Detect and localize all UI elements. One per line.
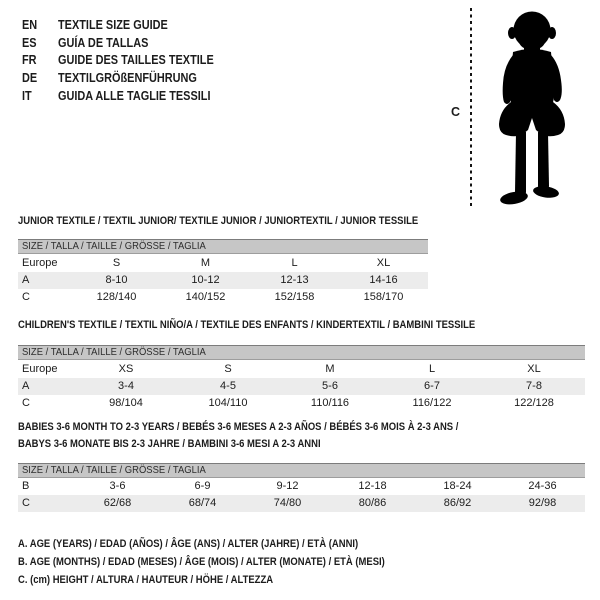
value-cell: 74/80 (273, 497, 302, 509)
language-code (22, 88, 58, 103)
value-cell: 98/104 (109, 397, 143, 409)
size-header-text: SIZE / TALLA / TAILLE / GRÖSSE / TAGLIA (22, 240, 206, 252)
value-cell: 8-10 (105, 274, 128, 286)
table-header-row (18, 361, 585, 378)
column-header-cell: M (325, 363, 335, 375)
value-cell: 140/152 (185, 291, 226, 303)
language-code (22, 35, 58, 50)
value-cell: 110/116 (310, 397, 350, 409)
column-header-cell: Europe (22, 363, 58, 375)
value-cell: 6-9 (194, 480, 211, 492)
value-cell: 4-5 (220, 380, 236, 392)
value-cell: 24-36 (528, 480, 557, 492)
size-header-text: SIZE / TALLA / TAILLE / GRÖSSE / TAGLIA (22, 464, 206, 476)
language-row (22, 86, 243, 104)
section-title-babies-line1 (18, 421, 530, 434)
value-cell: 128/140 (96, 291, 137, 303)
table-row (18, 395, 585, 412)
row-label-cell: C (22, 397, 30, 409)
size-header-bar (18, 239, 428, 254)
table-row (18, 272, 428, 289)
value-cell: 80/86 (358, 497, 387, 509)
row-label-cell: B (22, 480, 30, 492)
value-cell: 7-8 (526, 380, 542, 392)
table-row (18, 495, 585, 512)
size-header-bar (18, 345, 585, 360)
column-header-cell: XL (527, 363, 541, 375)
language-code-text: IT (22, 87, 32, 103)
language-row (22, 16, 243, 34)
value-cell: 14-16 (369, 274, 398, 286)
footnote-text: B. AGE (MONTHS) / EDAD (MESES) / ÂGE (MOIS) / ALTER (MONATE) / ETÀ (MESI) (18, 556, 385, 568)
row-label-cell: A (22, 274, 30, 286)
table-header-row (18, 255, 428, 272)
value-cell: 3-6 (109, 480, 126, 492)
value-cell: 152/158 (274, 291, 315, 303)
column-header-cell: Europe (22, 257, 58, 269)
language-label-text: TEXTILGRÖßENFÜHRUNG (58, 70, 197, 86)
height-measure-label: C (451, 105, 461, 119)
column-header-cell: XL (376, 257, 391, 269)
language-code-text: ES (22, 34, 37, 50)
table-row (18, 289, 428, 306)
column-header-cell: M (200, 257, 211, 269)
column-header-cell: L (428, 363, 436, 375)
language-label (58, 17, 189, 32)
value-cell: 12-13 (280, 274, 309, 286)
value-cell: 12-18 (358, 480, 387, 492)
footnote-text: C. (cm) HEIGHT / ALTURA / HAUTEUR / HÖHE / ALTEZZA (18, 574, 274, 586)
language-code-text: FR (22, 52, 37, 68)
column-header-cell: S (224, 363, 232, 375)
language-code-text: EN (22, 17, 38, 33)
value-cell: 6-7 (424, 380, 440, 392)
language-label (58, 70, 223, 85)
language-list (22, 16, 243, 104)
height-measure-dotted-line (470, 8, 472, 209)
value-cell: 62/68 (103, 497, 132, 509)
value-cell: 18-24 (443, 480, 472, 492)
footnote-text: A. AGE (YEARS) / EDAD (AÑOS) / ÂGE (ANS) / ALTER (JAHRE) / ETÀ (ANNI) (18, 538, 359, 550)
language-code (22, 52, 58, 67)
value-cell: 158/170 (363, 291, 404, 303)
language-label (58, 88, 240, 103)
row-label-cell: C (22, 291, 30, 303)
value-cell: 5-6 (322, 380, 338, 392)
value-cell: 116/122 (412, 397, 452, 409)
table-row (18, 478, 585, 495)
section-title-text: BABIES 3-6 MONTH TO 2-3 YEARS / BEBÉS 3-6 MESES A 2-3 AÑOS / BÉBÉS 3-6 MOIS À 2-3 ANS / (18, 421, 459, 433)
language-label-text: GUIDE DES TAILLES TEXTILE (58, 52, 214, 68)
language-row (22, 51, 243, 69)
size-header-text: SIZE / TALLA / TAILLE / GRÖSSE / TAGLIA (22, 346, 206, 358)
footnote-b (18, 556, 445, 569)
footnote-a (18, 538, 414, 551)
toddler-silhouette (480, 8, 586, 210)
section-title-junior (18, 215, 483, 228)
value-cell: 9-12 (276, 480, 299, 492)
section-title-children (18, 319, 550, 332)
language-label (58, 52, 243, 67)
language-label-text: GUIDA ALLE TAGLIE TESSILI (58, 87, 211, 103)
value-cell: 104/110 (208, 397, 248, 409)
section-title-text: JUNIOR TEXTILE / TEXTIL JUNIOR/ TEXTILE JUNIOR / JUNIORTEXTIL / JUNIOR TESSILE (18, 215, 419, 227)
value-cell: 10-12 (191, 274, 220, 286)
language-label (58, 35, 166, 50)
language-code (22, 17, 58, 32)
value-cell: 68/74 (188, 497, 217, 509)
language-code (22, 70, 58, 85)
language-label-text: GUÍA DE TALLAS (58, 34, 149, 50)
language-row (22, 34, 243, 52)
column-header-cell: L (291, 257, 298, 269)
section-title-text: CHILDREN'S TEXTILE / TEXTIL NIÑO/A / TEXTILE DES ENFANTS / KINDERTEXTIL / BAMBINI TESSILE (18, 319, 476, 331)
row-label-cell: A (22, 380, 30, 392)
column-header-cell: S (112, 257, 121, 269)
language-row (22, 69, 243, 87)
section-title-text: BABYS 3-6 MONATE BIS 2-3 JAHRE / BAMBINI 3-6 MESI A 2-3 ANNI (18, 438, 321, 450)
section-title-babies-line2 (18, 438, 370, 451)
language-code-text: DE (22, 70, 38, 86)
value-cell: 3-4 (118, 380, 134, 392)
column-header-cell: XS (118, 363, 134, 375)
value-cell: 122/128 (514, 397, 554, 409)
table-row (18, 378, 585, 395)
footnote-c (18, 574, 315, 587)
value-cell: 92/98 (528, 497, 557, 509)
row-label-cell: C (22, 497, 30, 509)
language-label-text: TEXTILE SIZE GUIDE (58, 17, 168, 33)
value-cell: 86/92 (443, 497, 472, 509)
size-header-bar (18, 463, 585, 478)
